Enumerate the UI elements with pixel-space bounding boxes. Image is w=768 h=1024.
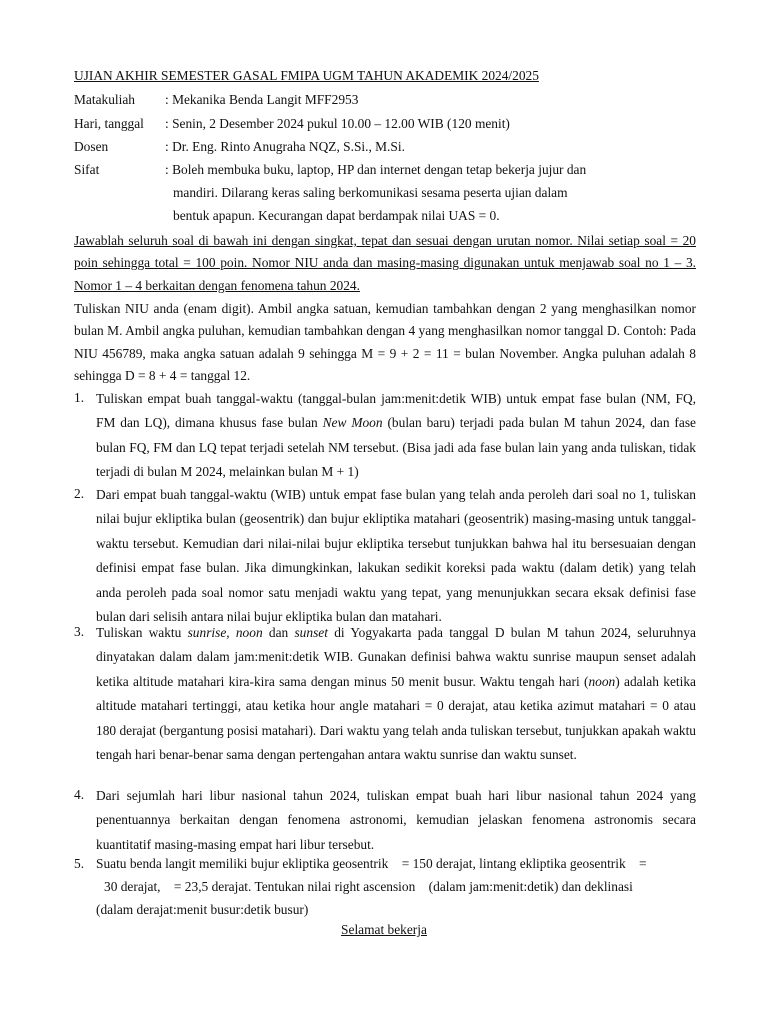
nature-line-3: bentuk apapun. Kecurangan dapat berdampak nilai UAS = 0. (173, 208, 500, 223)
question-1-text: Tuliskan empat buah tanggal-waktu (tanggal-bulan jam:menit:detik WIB) untuk empat fase bulan (NM, FQ, FM dan LQ), dimana khusus fase bulan New Moon (bulan baru) terjadi pada bulan M tahun 2024, dan fase bulan FQ, FM dan LQ tepat terjadi setelah NM tersebut. (Bisa jadi ada fase bulan lain yang anda tuliskan, tidak terjadi di bulan M 2024, melainkan bulan M + 1) (96, 391, 696, 480)
course-label: Matakuliah (74, 92, 135, 107)
date-label: Hari, tanggal (74, 116, 144, 131)
instructions (74, 230, 696, 297)
date-value: : Senin, 2 Desember 2024 pukul 10.00 – 12.00 WIB (120 menit) (165, 116, 510, 131)
question-5-line-3: (dalam derajat:menit busur:detik busur) (96, 902, 309, 917)
question-4-number: 4. (74, 787, 85, 802)
closing-note (0, 922, 768, 938)
question-3-number: 3. (74, 624, 85, 639)
nature-line-2: mandiri. Dilarang keras saling berkomunikasi sesama peserta ujian dalam (173, 185, 568, 200)
question-2-text: Dari empat buah tanggal-waktu (WIB) untuk empat fase bulan yang telah anda peroleh dari soal no 1, tuliskan nilai bujur ekliptika bulan (geosentrik) dan bujur ekliptika matahari (geosentrik) masing-masing untuk tanggal-waktu tersebut. Kemudian dari nilai-nilai bujur ekliptika tersebut tunjukkan bahwa hal itu bersesuaian dengan definisi empat fase bulan. Jika dimungkinkan, lakukan sedikit koreksi pada waktu (dalam detik) yang telah anda peroleh pada soal nomor satu menjadi waktu yang tepat, yang menunjukkan secara eksak definisi fase bulan dari selisih antara nilai bujur ekliptika bulan dan matahari. (96, 487, 696, 625)
intro-text: Tuliskan NIU anda (enam digit). Ambil angka satuan, kemudian tambahkan dengan 2 yang menghasilkan nomor bulan M. Ambil angka puluhan, kemudian tambahkan dengan 4 yang menghasilkan nomor tanggal D. Contoh: Pada NIU 456789, maka angka satuan adalah 9 sehingga M = 9 + 2 = 11 = bulan November. Angka puluhan adalah 8 sehingga D = 8 + 4 = tanggal 12. (74, 301, 696, 384)
intro (74, 298, 696, 388)
question-1-number: 1. (74, 390, 85, 405)
nature-label: Sifat (74, 162, 100, 177)
exam-title: UJIAN AKHIR SEMESTER GASAL FMIPA UGM TAHUN AKADEMIK 2024/2025 (74, 68, 539, 83)
nature-line-1: : Boleh membuka buku, laptop, HP dan internet dengan tetap bekerja jujur dan (165, 162, 587, 177)
question-2-number: 2. (74, 486, 85, 501)
question-4-text: Dari sejumlah hari libur nasional tahun 2024, tuliskan empat buah hari libur nasional tahun 2024 yang penentuannya berkaitan dengan fenomena astronomi, kemudian jelaskan fenomena astronomis secara kuantitatif masing-masing empat hari libur tersebut. (96, 788, 696, 852)
question-5-number: 5. (74, 856, 85, 871)
instructions-text: Jawablah seluruh soal di bawah ini dengan singkat, tepat dan sesuai dengan urutan nomor. Nilai setiap soal = 20 poin sehingga total = 100 poin. Nomor NIU anda dan masing-masing digunakan untuk menjawab soal no 1 – 3. Nomor 1 – 4 berkaitan dengan fenomena tahun 2024. (74, 233, 696, 293)
closing-text: Selamat bekerja (341, 922, 427, 937)
lecturer-value: : Dr. Eng. Rinto Anugraha NQZ, S.Si., M.Si. (165, 139, 405, 154)
question-5-line-1: Suatu benda langit memiliki bujur ekliptika geosentrik = 150 derajat, lintang ekliptika geosentrik = (96, 856, 647, 871)
course-value: : Mekanika Benda Langit MFF2953 (165, 92, 359, 107)
lecturer-label: Dosen (74, 139, 109, 154)
question-3-text: Tuliskan waktu sunrise, noon dan sunset di Yogyakarta pada tanggal D bulan M tahun 2024, seluruhnya dinyatakan dalam dalam jam:menit:detik WIB. Gunakan definisi bahwa waktu sunrise maupun senset adalah ketika altitude matahari kira-kira sama dengan minus 50 menit busur. Waktu tengah hari (noon) adalah ketika altitude matahari tertinggi, atau ketika hour angle matahari = 0 derajat, atau ketika azimut matahari = 0 atau 180 derajat (bergantung posisi matahari). Dari waktu yang telah anda tuliskan tersebut, tunjukkan apakah waktu tengah hari benar-benar sama dengan pertengahan antara waktu sunrise dan waktu sunset. (96, 625, 697, 763)
question-5-line-2: 30 derajat, = 23,5 derajat. Tentukan nilai right ascension (dalam jam:menit:detik) dan deklinasi (104, 879, 633, 894)
